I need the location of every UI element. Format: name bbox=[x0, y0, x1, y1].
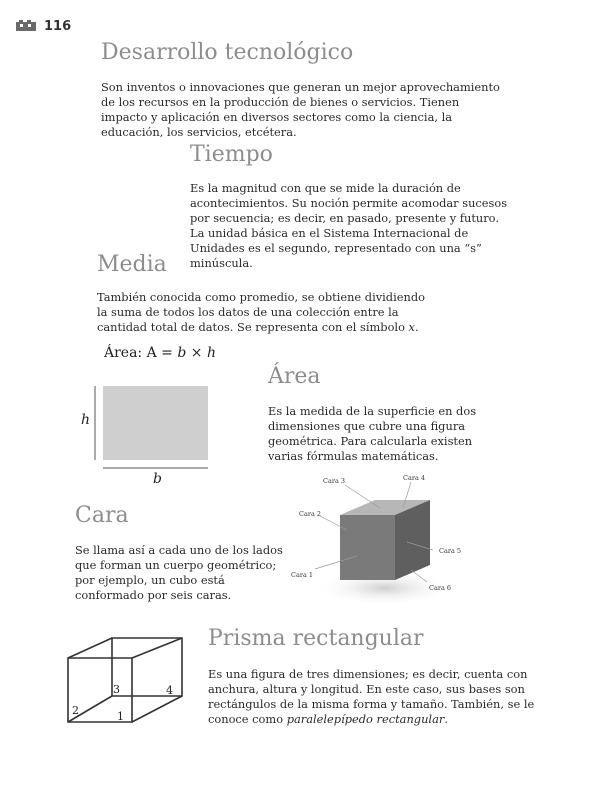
media-text-end: . bbox=[414, 320, 419, 334]
prism-label-2: 2 bbox=[72, 704, 79, 717]
prism-label-4: 4 bbox=[166, 684, 173, 697]
rectangle-area-diagram bbox=[75, 380, 225, 490]
cube-label-4: Cara 4 bbox=[403, 474, 426, 482]
formula-lhs: A = bbox=[146, 345, 173, 361]
paragraph-area: Es la medida de la superficie en dos dimensiones que cubre una figura geométrica. Para calcularla existen varias fórmulas matemáticas. bbox=[268, 404, 477, 463]
prisma-text-end: . bbox=[444, 712, 448, 726]
prism-label-1: 1 bbox=[117, 710, 124, 723]
page-number: 116 bbox=[44, 19, 72, 34]
heading-desarrollo: Desarrollo tecnológico bbox=[101, 40, 354, 65]
label-b: b bbox=[153, 471, 162, 487]
heading-tiempo: Tiempo bbox=[190, 142, 273, 167]
cube-label-1: Cara 1 bbox=[291, 571, 314, 579]
paragraph-tiempo: Es la magnitud con que se mide la duración de acontecimientos. Su noción permite acomodar sucesos por secuencia; es decir, en pasado, presente y futuro. La unidad básica en el Sistema Internacional de Unidades es el segundo, representado con una “s” minúscula. bbox=[190, 181, 508, 270]
book-logo-icon bbox=[14, 18, 40, 34]
prism-label-3: 3 bbox=[113, 683, 120, 696]
prisma-text: Es una figura de tres dimensiones; es decir, cuenta con anchura, altura y longitud. En este caso, sus bases son rectángulos de la misma forma y tamaño. También, se le conoce como bbox=[208, 667, 535, 726]
formula-label: Área: bbox=[104, 345, 143, 361]
label-h: h bbox=[81, 412, 91, 428]
heading-area: Área bbox=[268, 364, 321, 389]
cube-label-2: Cara 2 bbox=[299, 510, 322, 518]
media-text: También conocida como promedio, se obtiene dividiendo la suma de todos los datos de una colección entre la cantidad total de datos. Se representa con el símbolo bbox=[97, 290, 425, 334]
paragraph-prisma bbox=[208, 667, 538, 727]
cube-faces-diagram bbox=[285, 470, 475, 620]
area-rectangle bbox=[103, 386, 208, 460]
paragraph-cara: Se llama así a cada uno de los lados que forman un cuerpo geométrico; por ejemplo, un cubo está conformado por seis caras. bbox=[75, 543, 283, 602]
prisma-italic-term: paralelepípedo rectangular bbox=[286, 712, 445, 726]
rectangular-prism-diagram bbox=[60, 630, 195, 730]
media-symbol: x bbox=[408, 320, 415, 334]
cube-label-3: Cara 3 bbox=[323, 477, 346, 485]
heading-cara: Cara bbox=[75, 503, 129, 528]
cube-label-5: Cara 5 bbox=[439, 547, 462, 555]
paragraph-desarrollo: Son inventos o innovaciones que generan un mejor aprovechamiento de los recursos en la producción de bienes o servicios. Tienen impacto y aplicación en diversos sectores como la ciencia, la educación, los servicios, etcétera. bbox=[101, 80, 500, 139]
cube-label-6: Cara 6 bbox=[429, 584, 452, 592]
heading-prisma: Prisma rectangular bbox=[208, 626, 424, 651]
heading-media: Media bbox=[97, 252, 167, 277]
cube-front-face bbox=[340, 515, 395, 580]
area-formula bbox=[104, 345, 216, 361]
formula-rhs: b × h bbox=[177, 345, 216, 361]
paragraph-media bbox=[97, 290, 427, 335]
